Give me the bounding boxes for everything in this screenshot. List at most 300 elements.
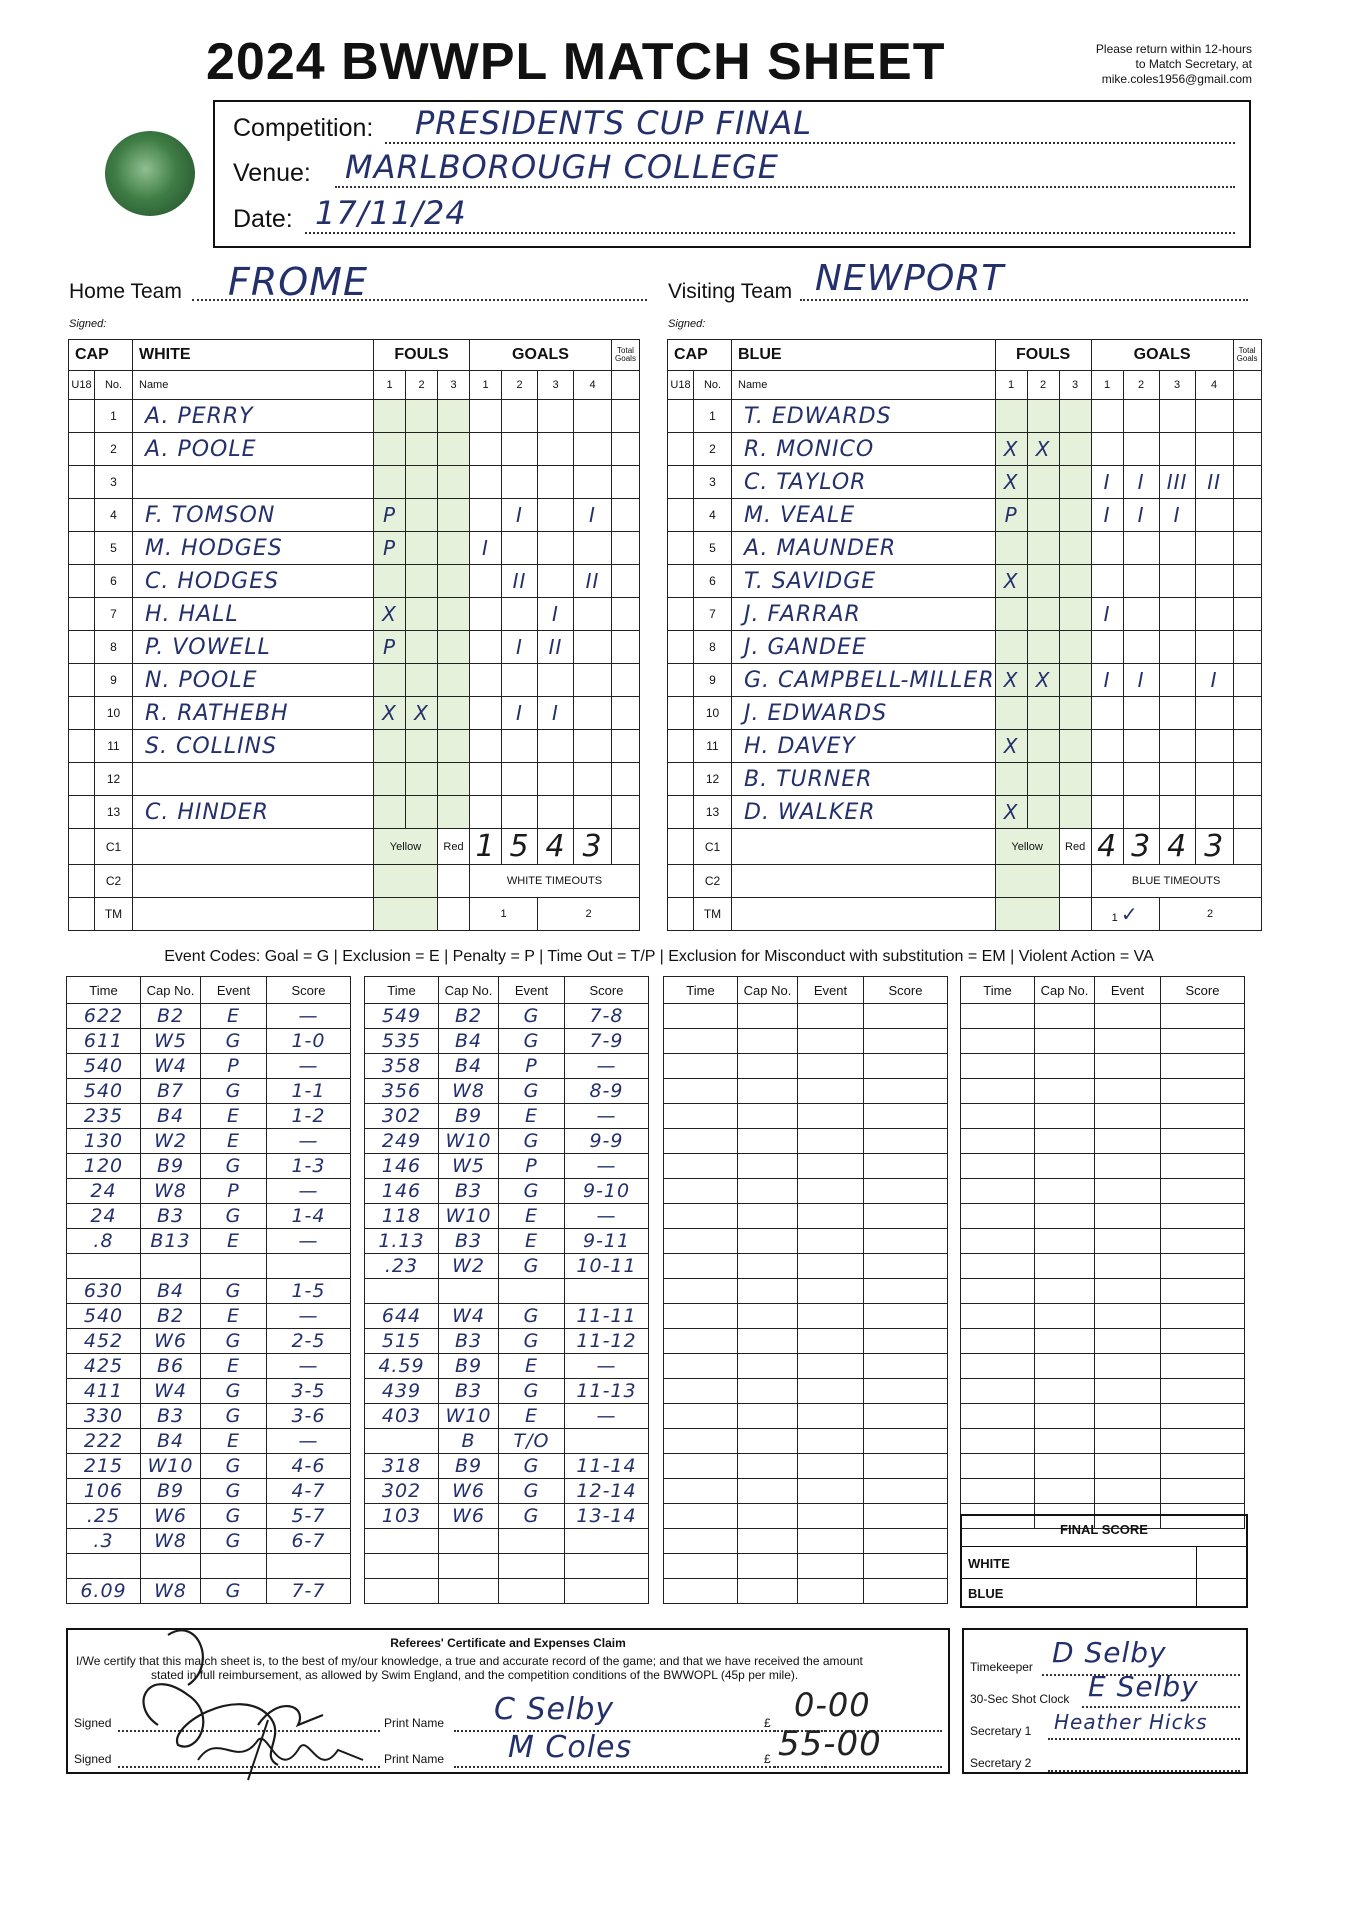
player-foul-cell[interactable]	[1027, 763, 1059, 796]
event-cap-cell[interactable]: B9	[439, 1354, 499, 1379]
player-total-cell[interactable]	[612, 763, 640, 796]
event-score-cell[interactable]: —	[565, 1104, 649, 1129]
event-score-cell[interactable]	[864, 1279, 948, 1304]
player-goal-cell[interactable]: I	[1091, 499, 1123, 532]
player-foul-cell[interactable]	[406, 796, 438, 829]
event-cap-cell[interactable]: W8	[141, 1529, 201, 1554]
event-time-cell[interactable]: 222	[67, 1429, 141, 1454]
event-cap-cell[interactable]	[738, 1279, 798, 1304]
event-event-cell[interactable]	[798, 1479, 864, 1504]
player-goal-cell[interactable]	[1195, 433, 1233, 466]
event-time-cell[interactable]	[961, 1479, 1035, 1504]
event-score-cell[interactable]	[864, 1204, 948, 1229]
event-time-cell[interactable]	[961, 1054, 1035, 1079]
ref1-amount[interactable]: 0-00	[794, 1686, 871, 1724]
event-cap-cell[interactable]: B4	[439, 1029, 499, 1054]
player-goal-cell[interactable]	[502, 598, 538, 631]
event-cap-cell[interactable]: W4	[141, 1379, 201, 1404]
player-goal-cell[interactable]: I	[502, 697, 538, 730]
player-name[interactable]: S. COLLINS	[133, 730, 374, 763]
event-event-cell[interactable]	[798, 1454, 864, 1479]
event-score-cell[interactable]	[864, 1004, 948, 1029]
player-name[interactable]: H. DAVEY	[732, 730, 996, 763]
event-time-cell[interactable]: 235	[67, 1104, 141, 1129]
player-foul-cell[interactable]	[1027, 532, 1059, 565]
event-event-cell[interactable]: E	[201, 1104, 267, 1129]
event-cap-cell[interactable]: B	[439, 1429, 499, 1454]
u18-cell[interactable]	[69, 631, 95, 664]
event-event-cell[interactable]: G	[499, 1379, 565, 1404]
event-event-cell[interactable]	[1095, 1004, 1161, 1029]
player-goal-cell[interactable]	[502, 796, 538, 829]
player-foul-cell[interactable]	[406, 763, 438, 796]
player-name[interactable]: H. HALL	[133, 598, 374, 631]
event-cap-cell[interactable]: W5	[439, 1154, 499, 1179]
quarter-total[interactable]: 3	[1195, 829, 1233, 865]
event-cap-cell[interactable]: B3	[141, 1404, 201, 1429]
player-goal-cell[interactable]	[1195, 499, 1233, 532]
event-cap-cell[interactable]	[738, 1454, 798, 1479]
player-goal-cell[interactable]	[1195, 730, 1233, 763]
player-foul-cell[interactable]	[1027, 565, 1059, 598]
event-event-cell[interactable]	[798, 1404, 864, 1429]
event-event-cell[interactable]	[201, 1554, 267, 1579]
player-goal-cell[interactable]	[538, 433, 574, 466]
c1-total[interactable]	[1233, 829, 1261, 865]
event-cap-cell[interactable]	[1035, 1104, 1095, 1129]
player-goal-cell[interactable]: I	[538, 697, 574, 730]
event-event-cell[interactable]	[798, 1104, 864, 1129]
player-total-cell[interactable]	[612, 400, 640, 433]
player-goal-cell[interactable]	[1195, 697, 1233, 730]
event-time-cell[interactable]	[664, 1079, 738, 1104]
u18-cell[interactable]	[668, 697, 694, 730]
player-name[interactable]: F. TOMSON	[133, 499, 374, 532]
event-time-cell[interactable]: 24	[67, 1179, 141, 1204]
c2-name[interactable]	[732, 865, 996, 898]
player-foul-cell[interactable]	[1059, 433, 1091, 466]
u18-cell[interactable]	[668, 598, 694, 631]
tm-name[interactable]	[133, 898, 374, 931]
player-foul-cell[interactable]	[1059, 400, 1091, 433]
event-cap-cell[interactable]: W10	[439, 1204, 499, 1229]
event-cap-cell[interactable]: B3	[439, 1179, 499, 1204]
player-name[interactable]: G. CAMPBELL-MILLER	[732, 664, 996, 697]
event-event-cell[interactable]: G	[499, 1479, 565, 1504]
player-foul-cell[interactable]	[406, 664, 438, 697]
event-cap-cell[interactable]	[738, 1129, 798, 1154]
event-cap-cell[interactable]: W6	[439, 1504, 499, 1529]
player-goal-cell[interactable]	[502, 433, 538, 466]
player-foul-cell[interactable]	[374, 796, 406, 829]
event-score-cell[interactable]: 7-9	[565, 1029, 649, 1054]
event-time-cell[interactable]	[961, 1404, 1035, 1429]
u18-cell[interactable]	[69, 433, 95, 466]
home-team-value[interactable]: FROME	[228, 260, 368, 304]
player-name[interactable]: R. RATHEBH	[133, 697, 374, 730]
event-score-cell[interactable]: 6-7	[267, 1529, 351, 1554]
event-score-cell[interactable]: 3-5	[267, 1379, 351, 1404]
player-goal-cell[interactable]	[1091, 763, 1123, 796]
event-score-cell[interactable]	[864, 1154, 948, 1179]
event-event-cell[interactable]	[1095, 1329, 1161, 1354]
player-foul-cell[interactable]: X	[995, 466, 1027, 499]
player-goal-cell[interactable]	[538, 763, 574, 796]
event-time-cell[interactable]	[664, 1454, 738, 1479]
player-foul-cell[interactable]	[995, 697, 1027, 730]
player-goal-cell[interactable]: I	[502, 499, 538, 532]
event-score-cell[interactable]: 7-8	[565, 1004, 649, 1029]
player-foul-cell[interactable]	[438, 433, 470, 466]
player-goal-cell[interactable]	[1091, 697, 1123, 730]
event-cap-cell[interactable]: B4	[439, 1054, 499, 1079]
player-foul-cell[interactable]	[438, 730, 470, 763]
event-cap-cell[interactable]: B2	[141, 1304, 201, 1329]
event-cap-cell[interactable]	[1035, 1229, 1095, 1254]
event-event-cell[interactable]: G	[201, 1279, 267, 1304]
player-foul-cell[interactable]	[995, 763, 1027, 796]
player-foul-cell[interactable]: X	[374, 697, 406, 730]
event-score-cell[interactable]	[1161, 1229, 1245, 1254]
player-total-cell[interactable]	[1233, 763, 1261, 796]
player-goal-cell[interactable]	[538, 730, 574, 763]
event-time-cell[interactable]: 630	[67, 1279, 141, 1304]
event-event-cell[interactable]	[798, 1154, 864, 1179]
player-foul-cell[interactable]: X	[374, 598, 406, 631]
event-event-cell[interactable]	[499, 1529, 565, 1554]
venue-value[interactable]: MARLBOROUGH COLLEGE	[345, 148, 779, 186]
player-goal-cell[interactable]	[1159, 697, 1195, 730]
event-cap-cell[interactable]: B9	[141, 1479, 201, 1504]
event-time-cell[interactable]	[961, 1029, 1035, 1054]
event-score-cell[interactable]: —	[565, 1204, 649, 1229]
player-foul-cell[interactable]	[438, 532, 470, 565]
event-time-cell[interactable]	[664, 1104, 738, 1129]
event-score-cell[interactable]	[864, 1354, 948, 1379]
ref1-print-value[interactable]: C Selby	[494, 1692, 615, 1727]
event-score-cell[interactable]: —	[267, 1054, 351, 1079]
player-goal-cell[interactable]	[470, 697, 502, 730]
event-event-cell[interactable]	[499, 1579, 565, 1604]
event-cap-cell[interactable]: B9	[439, 1104, 499, 1129]
player-foul-cell[interactable]	[438, 697, 470, 730]
event-score-cell[interactable]: 12-14	[565, 1479, 649, 1504]
event-cap-cell[interactable]: B2	[439, 1004, 499, 1029]
event-cap-cell[interactable]	[1035, 1029, 1095, 1054]
event-time-cell[interactable]	[365, 1279, 439, 1304]
event-event-cell[interactable]: G	[201, 1029, 267, 1054]
event-event-cell[interactable]	[798, 1054, 864, 1079]
event-cap-cell[interactable]	[1035, 1279, 1095, 1304]
player-goal-cell[interactable]: I	[502, 631, 538, 664]
event-event-cell[interactable]	[1095, 1479, 1161, 1504]
player-goal-cell[interactable]	[574, 796, 612, 829]
event-event-cell[interactable]: E	[201, 1429, 267, 1454]
c1-name[interactable]	[732, 829, 996, 865]
c2-yellow[interactable]	[374, 865, 438, 898]
event-score-cell[interactable]	[864, 1554, 948, 1579]
player-name[interactable]: T. SAVIDGE	[732, 565, 996, 598]
u18-cell[interactable]	[69, 664, 95, 697]
player-foul-cell[interactable]: X	[406, 697, 438, 730]
player-goal-cell[interactable]: II	[574, 565, 612, 598]
event-cap-cell[interactable]	[1035, 1154, 1095, 1179]
event-event-cell[interactable]	[798, 1329, 864, 1354]
player-total-cell[interactable]	[1233, 433, 1261, 466]
event-event-cell[interactable]: G	[499, 1454, 565, 1479]
player-name[interactable]: J. GANDEE	[732, 631, 996, 664]
event-time-cell[interactable]: .8	[67, 1229, 141, 1254]
event-event-cell[interactable]: G	[499, 1179, 565, 1204]
u18-cell[interactable]	[668, 796, 694, 829]
event-cap-cell[interactable]: B9	[439, 1454, 499, 1479]
event-score-cell[interactable]: 11-14	[565, 1454, 649, 1479]
event-event-cell[interactable]: G	[499, 1254, 565, 1279]
event-time-cell[interactable]: 318	[365, 1454, 439, 1479]
player-goal-cell[interactable]	[1123, 730, 1159, 763]
player-goal-cell[interactable]: I	[1195, 664, 1233, 697]
event-event-cell[interactable]: E	[201, 1304, 267, 1329]
event-cap-cell[interactable]: W4	[439, 1304, 499, 1329]
event-cap-cell[interactable]: W6	[141, 1504, 201, 1529]
event-event-cell[interactable]: G	[201, 1479, 267, 1504]
player-name[interactable]: A. POOLE	[133, 433, 374, 466]
event-time-cell[interactable]: 622	[67, 1004, 141, 1029]
player-name[interactable]	[133, 466, 374, 499]
event-event-cell[interactable]	[201, 1254, 267, 1279]
event-event-cell[interactable]	[1095, 1079, 1161, 1104]
event-cap-cell[interactable]	[1035, 1454, 1095, 1479]
player-foul-cell[interactable]	[1027, 466, 1059, 499]
event-cap-cell[interactable]	[141, 1254, 201, 1279]
event-time-cell[interactable]	[664, 1179, 738, 1204]
event-time-cell[interactable]	[664, 1579, 738, 1604]
event-score-cell[interactable]: 8-9	[565, 1079, 649, 1104]
player-goal-cell[interactable]	[1123, 763, 1159, 796]
event-score-cell[interactable]: 1-5	[267, 1279, 351, 1304]
event-event-cell[interactable]: T/O	[499, 1429, 565, 1454]
event-cap-cell[interactable]	[1035, 1129, 1095, 1154]
event-event-cell[interactable]	[798, 1504, 864, 1529]
event-event-cell[interactable]: G	[499, 1029, 565, 1054]
event-time-cell[interactable]: 540	[67, 1304, 141, 1329]
event-cap-cell[interactable]: B6	[141, 1354, 201, 1379]
u18-cell[interactable]	[668, 532, 694, 565]
event-cap-cell[interactable]	[738, 1479, 798, 1504]
event-event-cell[interactable]: G	[201, 1504, 267, 1529]
player-total-cell[interactable]	[1233, 598, 1261, 631]
event-time-cell[interactable]	[664, 1404, 738, 1429]
event-cap-cell[interactable]	[738, 1379, 798, 1404]
event-score-cell[interactable]: —	[267, 1179, 351, 1204]
final-score-white-value[interactable]	[1200, 1550, 1242, 1576]
player-goal-cell[interactable]: I	[1091, 598, 1123, 631]
event-score-cell[interactable]: —	[565, 1354, 649, 1379]
ref2-print-value[interactable]: M Coles	[508, 1730, 633, 1765]
c2-red[interactable]	[438, 865, 470, 898]
player-total-cell[interactable]	[612, 466, 640, 499]
event-cap-cell[interactable]: W6	[439, 1479, 499, 1504]
u18-cell[interactable]	[69, 598, 95, 631]
event-cap-cell[interactable]	[1035, 1354, 1095, 1379]
player-goal-cell[interactable]	[538, 664, 574, 697]
event-event-cell[interactable]	[798, 1529, 864, 1554]
player-foul-cell[interactable]	[995, 598, 1027, 631]
event-time-cell[interactable]	[67, 1254, 141, 1279]
event-cap-cell[interactable]	[738, 1104, 798, 1129]
event-cap-cell[interactable]: W10	[439, 1129, 499, 1154]
event-time-cell[interactable]: 425	[67, 1354, 141, 1379]
event-time-cell[interactable]	[961, 1254, 1035, 1279]
event-time-cell[interactable]: 540	[67, 1079, 141, 1104]
event-cap-cell[interactable]	[738, 1054, 798, 1079]
event-cap-cell[interactable]: B4	[141, 1104, 201, 1129]
event-time-cell[interactable]	[664, 1154, 738, 1179]
player-goal-cell[interactable]: II	[1195, 466, 1233, 499]
event-cap-cell[interactable]: B3	[439, 1379, 499, 1404]
event-event-cell[interactable]: E	[499, 1229, 565, 1254]
player-goal-cell[interactable]	[1195, 796, 1233, 829]
c1-name[interactable]	[133, 829, 374, 865]
player-total-cell[interactable]	[612, 796, 640, 829]
event-event-cell[interactable]: G	[201, 1404, 267, 1429]
event-cap-cell[interactable]	[738, 1529, 798, 1554]
event-event-cell[interactable]: G	[499, 1329, 565, 1354]
player-goal-cell[interactable]	[502, 466, 538, 499]
event-time-cell[interactable]	[961, 1204, 1035, 1229]
event-score-cell[interactable]: —	[267, 1229, 351, 1254]
event-cap-cell[interactable]	[1035, 1329, 1095, 1354]
player-name[interactable]: B. TURNER	[732, 763, 996, 796]
player-foul-cell[interactable]	[438, 664, 470, 697]
event-score-cell[interactable]	[1161, 1329, 1245, 1354]
event-cap-cell[interactable]: B4	[141, 1429, 201, 1454]
event-event-cell[interactable]: G	[499, 1304, 565, 1329]
event-score-cell[interactable]	[1161, 1079, 1245, 1104]
player-foul-cell[interactable]	[1027, 796, 1059, 829]
player-goal-cell[interactable]: III	[1159, 466, 1195, 499]
player-foul-cell[interactable]	[438, 631, 470, 664]
quarter-total[interactable]: 3	[1123, 829, 1159, 865]
player-goal-cell[interactable]: I	[574, 499, 612, 532]
player-total-cell[interactable]	[1233, 796, 1261, 829]
event-cap-cell[interactable]	[738, 1504, 798, 1529]
event-score-cell[interactable]	[1161, 1404, 1245, 1429]
event-cap-cell[interactable]	[738, 1304, 798, 1329]
event-cap-cell[interactable]: W4	[141, 1054, 201, 1079]
event-time-cell[interactable]	[961, 1229, 1035, 1254]
event-score-cell[interactable]	[864, 1229, 948, 1254]
event-time-cell[interactable]: 146	[365, 1154, 439, 1179]
player-foul-cell[interactable]	[374, 565, 406, 598]
player-goal-cell[interactable]	[538, 400, 574, 433]
player-foul-cell[interactable]: P	[995, 499, 1027, 532]
event-cap-cell[interactable]: B2	[141, 1004, 201, 1029]
event-cap-cell[interactable]: B7	[141, 1079, 201, 1104]
event-event-cell[interactable]	[798, 1029, 864, 1054]
event-event-cell[interactable]	[499, 1554, 565, 1579]
player-goal-cell[interactable]	[470, 664, 502, 697]
u18-cell[interactable]	[668, 763, 694, 796]
player-foul-cell[interactable]	[374, 763, 406, 796]
player-foul-cell[interactable]: P	[374, 499, 406, 532]
quarter-total[interactable]: 4	[1159, 829, 1195, 865]
player-goal-cell[interactable]	[502, 763, 538, 796]
event-score-cell[interactable]	[864, 1129, 948, 1154]
event-time-cell[interactable]	[365, 1529, 439, 1554]
event-time-cell[interactable]	[365, 1554, 439, 1579]
event-cap-cell[interactable]	[738, 1004, 798, 1029]
event-time-cell[interactable]	[664, 1004, 738, 1029]
player-foul-cell[interactable]	[438, 400, 470, 433]
event-time-cell[interactable]: 540	[67, 1054, 141, 1079]
event-cap-cell[interactable]: B13	[141, 1229, 201, 1254]
player-foul-cell[interactable]	[438, 565, 470, 598]
player-goal-cell[interactable]	[1123, 532, 1159, 565]
player-foul-cell[interactable]	[438, 499, 470, 532]
event-score-cell[interactable]	[267, 1254, 351, 1279]
player-foul-cell[interactable]	[1059, 631, 1091, 664]
player-goal-cell[interactable]	[1159, 598, 1195, 631]
event-score-cell[interactable]	[864, 1529, 948, 1554]
event-score-cell[interactable]	[864, 1054, 948, 1079]
event-cap-cell[interactable]: W2	[141, 1129, 201, 1154]
player-goal-cell[interactable]	[1195, 631, 1233, 664]
event-score-cell[interactable]	[1161, 1279, 1245, 1304]
date-value[interactable]: 17/11/24	[315, 194, 467, 232]
event-score-cell[interactable]: —	[565, 1404, 649, 1429]
player-goal-cell[interactable]	[1159, 631, 1195, 664]
c2-red[interactable]	[1059, 865, 1091, 898]
event-time-cell[interactable]: 515	[365, 1329, 439, 1354]
event-time-cell[interactable]: 118	[365, 1204, 439, 1229]
u18-cell[interactable]	[668, 433, 694, 466]
player-foul-cell[interactable]	[374, 730, 406, 763]
player-foul-cell[interactable]: P	[374, 532, 406, 565]
event-time-cell[interactable]	[961, 1279, 1035, 1304]
event-cap-cell[interactable]: W10	[141, 1454, 201, 1479]
event-score-cell[interactable]: 9-11	[565, 1229, 649, 1254]
player-goal-cell[interactable]	[1195, 565, 1233, 598]
u18-cell[interactable]	[69, 466, 95, 499]
event-cap-cell[interactable]	[1035, 1004, 1095, 1029]
player-foul-cell[interactable]	[1059, 763, 1091, 796]
event-time-cell[interactable]: 146	[365, 1179, 439, 1204]
player-goal-cell[interactable]	[502, 730, 538, 763]
event-cap-cell[interactable]: B3	[439, 1329, 499, 1354]
player-goal-cell[interactable]	[538, 565, 574, 598]
tm-red[interactable]	[438, 898, 470, 931]
event-event-cell[interactable]: E	[201, 1229, 267, 1254]
event-time-cell[interactable]: 24	[67, 1204, 141, 1229]
quarter-total[interactable]: 3	[574, 829, 612, 865]
event-cap-cell[interactable]	[1035, 1404, 1095, 1429]
event-cap-cell[interactable]	[1035, 1054, 1095, 1079]
event-score-cell[interactable]: 11-13	[565, 1379, 649, 1404]
player-name[interactable]: A. PERRY	[133, 400, 374, 433]
player-goal-cell[interactable]	[1195, 763, 1233, 796]
event-event-cell[interactable]	[798, 1379, 864, 1404]
player-goal-cell[interactable]	[1159, 532, 1195, 565]
player-goal-cell[interactable]: I	[1123, 499, 1159, 532]
player-goal-cell[interactable]	[538, 466, 574, 499]
event-cap-cell[interactable]	[439, 1554, 499, 1579]
tm-yellow[interactable]	[995, 898, 1059, 931]
u18-cell[interactable]	[668, 631, 694, 664]
event-event-cell[interactable]: G	[201, 1529, 267, 1554]
player-goal-cell[interactable]: I	[470, 532, 502, 565]
player-goal-cell[interactable]	[1091, 730, 1123, 763]
